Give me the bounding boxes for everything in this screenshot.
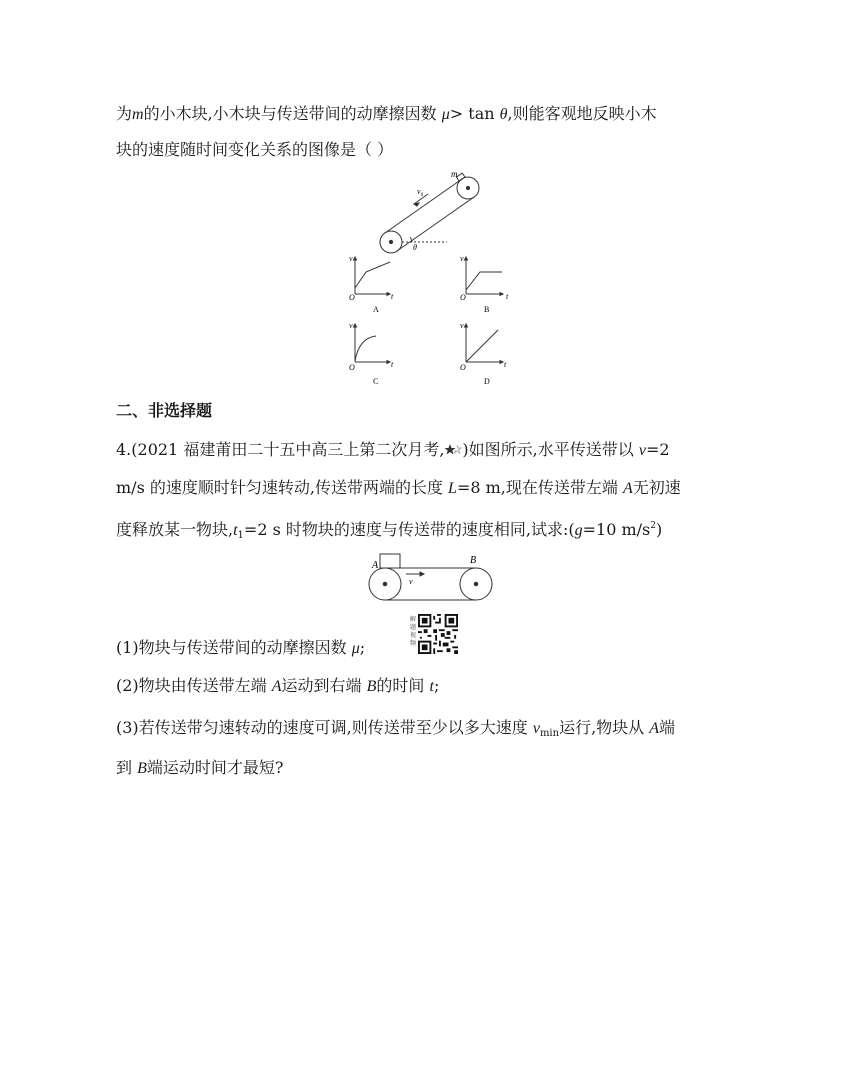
qr-caption: 解题视频 bbox=[410, 616, 417, 647]
svg-text:O: O bbox=[460, 293, 466, 302]
q4-part-3: (3)若传送带匀速转动的速度可调,则传送带至少以多大速度 $v_{min}$运行,物块从 A端 bbox=[116, 718, 676, 739]
graph-b bbox=[460, 254, 509, 314]
end-a-label: A bbox=[372, 560, 379, 571]
q4-line-3: 度释放某一物块$,t_1=2$ s 时物块的速度与传送带的速度相同,试求:(g=10 $m/s^2$) bbox=[116, 520, 663, 541]
q4-part-4: 到 B端运动时间才最短? bbox=[116, 758, 284, 777]
q3-line-2: 块的速度随时间变化关系的图像是（ ） bbox=[116, 140, 394, 159]
q4-part-2: (2)物块由传送带左端 A运动到右端 B的时间 t; bbox=[116, 676, 440, 695]
section-heading: 二、非选择题 bbox=[116, 401, 213, 420]
block bbox=[380, 554, 400, 568]
svg-text:O: O bbox=[349, 363, 355, 372]
svg-text:v: v bbox=[349, 321, 353, 330]
svg-text:O: O bbox=[460, 363, 466, 372]
svg-text:t: t bbox=[391, 360, 394, 369]
svg-text:t: t bbox=[506, 292, 509, 301]
mass-symbol: m bbox=[132, 106, 144, 123]
graph-d bbox=[460, 321, 507, 386]
graph-c-label: C bbox=[373, 377, 379, 386]
belt-velocity-label: v bbox=[409, 577, 413, 586]
graph-a-label: A bbox=[373, 305, 379, 314]
mu-symbol: μ bbox=[441, 106, 450, 123]
end-b-label: B bbox=[470, 555, 477, 566]
q4-part-1: (1)物块与传送带间的动摩擦因数 μ; bbox=[116, 638, 366, 657]
v0-label: $v_0$ bbox=[417, 187, 424, 198]
graph-a bbox=[349, 254, 394, 314]
svg-text:v: v bbox=[460, 254, 464, 263]
theta-symbol: θ bbox=[499, 106, 508, 123]
q3-line-1: 为m的小木块,小木块与传送带间的动摩擦因数 μ> tan θ,则能客观地反映小木 bbox=[116, 104, 657, 123]
theta-label: θ bbox=[413, 243, 417, 252]
q4-line-1: 4.(2021 福建莆田二十五中高三上第二次月考, )如图所示,水平传送带以 v=2 bbox=[116, 440, 670, 459]
q3-figure bbox=[340, 168, 540, 393]
svg-text:t: t bbox=[391, 292, 394, 301]
qr-code-icon bbox=[418, 614, 458, 654]
mass-label: m bbox=[451, 169, 458, 179]
svg-text:O: O bbox=[349, 293, 355, 302]
q4-line-2: m/s 的速度顺时针匀速转动,传送带两端的长度 L=8 m,现在传送带左端 A无初速 bbox=[116, 478, 681, 497]
graph-c bbox=[349, 321, 394, 386]
difficulty-star-icon bbox=[444, 443, 462, 457]
graph-b-label: B bbox=[484, 305, 490, 314]
svg-text:v: v bbox=[349, 254, 353, 263]
graph-d-label: D bbox=[484, 377, 490, 386]
q4-figure bbox=[364, 548, 496, 604]
inclined-conveyor bbox=[380, 173, 479, 253]
svg-text:v: v bbox=[460, 321, 464, 330]
svg-text:t: t bbox=[504, 360, 507, 369]
